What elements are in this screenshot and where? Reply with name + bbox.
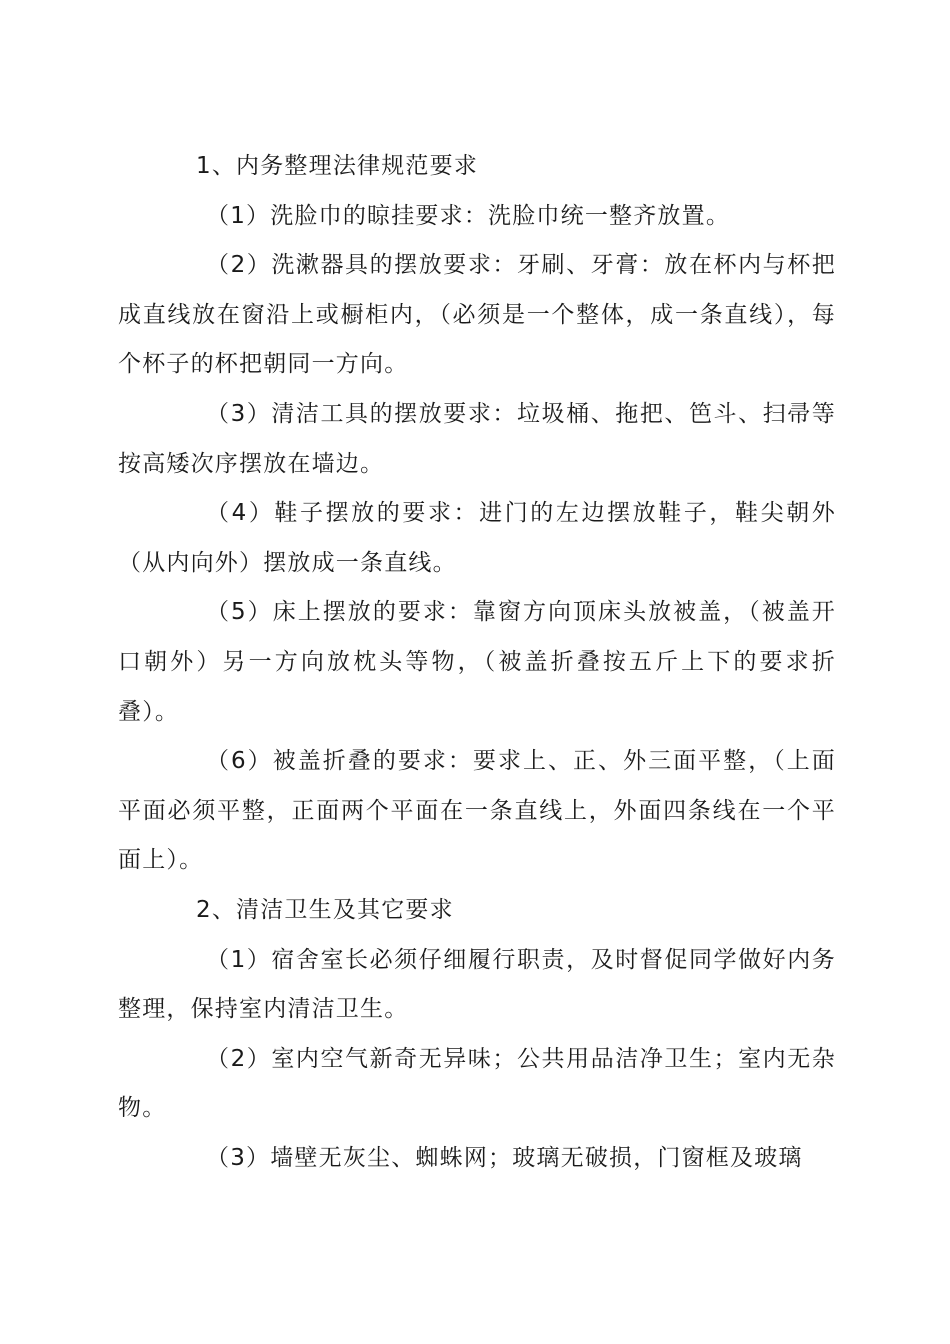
section-heading-2: 2、清洁卫生及其它要求 (196, 896, 454, 923)
section-1-item-6: （6）被盖折叠的要求：要求上、正、外三面平整，（上面平面必须平整，正面两个平面在一条直线上，外面四条线在一个平面上）。 (118, 748, 836, 874)
section-1-item-1: （1）洗脸巾的晾挂要求：洗脸巾统一整齐放置。 (206, 202, 731, 229)
section-1-item-2: （2）洗漱器具的摆放要求：牙刷、牙膏：放在杯内与杯把成直线放在窗沿上或橱柜内，（必须是一个整体，成一条直线），每个杯子的杯把朝同一方向。 (118, 252, 836, 378)
document-body (118, 142, 836, 1183)
section-2-item-3: （3）墙壁无灰尘、蜘蛛网；玻璃无破损，门窗框及玻璃 (206, 1144, 803, 1171)
section-2-item-2: （2）室内空气新奇无异味；公共用品洁净卫生；室内无杂物。 (118, 1045, 836, 1122)
section-1-item-4: （4）鞋子摆放的要求：进门的左边摆放鞋子，鞋尖朝外（从内向外）摆放成一条直线。 (118, 500, 836, 576)
section-heading-1: 1、内务整理法律规范要求 (196, 153, 479, 179)
section-2-item-1: （1）宿舍室长必须仔细履行职责，及时督促同学做好内务整理，保持室内清洁卫生。 (118, 946, 836, 1023)
section-1-item-5: （5）床上摆放的要求：靠窗方向顶床头放被盖，（被盖开口朝外）另一方向放枕头等物，（被盖折叠按五斤上下的要求折叠）。 (118, 599, 836, 725)
section-1-item-3: （3）清洁工具的摆放要求：垃圾桶、拖把、笆斗、扫帚等按高矮次序摆放在墙边。 (118, 400, 836, 477)
